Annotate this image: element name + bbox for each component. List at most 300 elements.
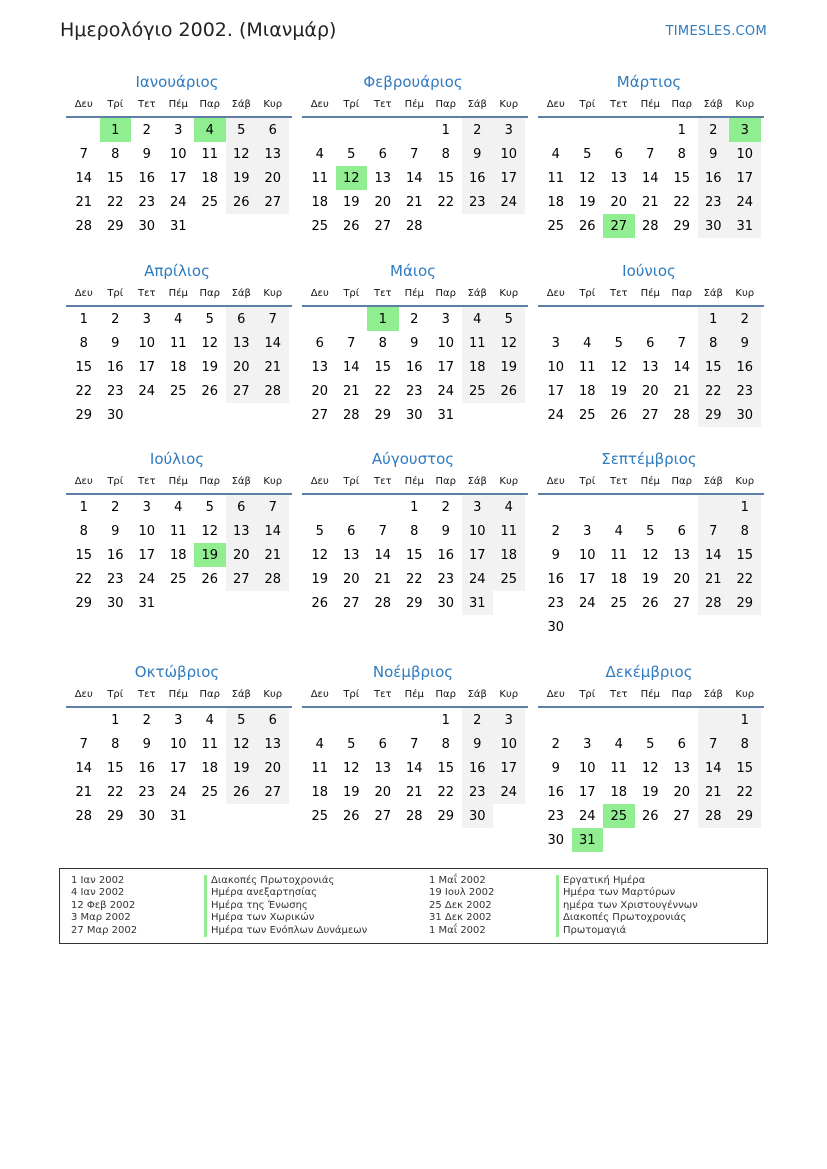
day: 14 — [641, 170, 659, 186]
day: 9 — [551, 760, 560, 776]
day: 10 — [138, 523, 156, 539]
day: 16 — [462, 166, 494, 190]
day: 6 — [378, 736, 387, 752]
day: 9 — [551, 547, 560, 563]
weekday-label: Παρ — [199, 688, 220, 700]
day: 1 — [410, 499, 419, 515]
day: 29 — [75, 407, 93, 423]
day: 24 — [437, 383, 455, 399]
weekday-label: Σάβ — [703, 475, 723, 487]
day: 9 — [462, 142, 494, 166]
day: 10 — [729, 142, 761, 166]
weekday-label: Κυρ — [263, 287, 283, 299]
day: 21 — [641, 194, 659, 210]
day: 15 — [437, 760, 455, 776]
empty-day — [540, 708, 572, 732]
day: 12 — [342, 760, 360, 776]
day: 22 — [698, 379, 730, 403]
holiday-date: 19 Ιουλ 2002 — [429, 887, 495, 899]
day: 6 — [315, 335, 324, 351]
day: 2 — [462, 708, 494, 732]
empty-day — [540, 118, 572, 142]
day: 4 — [614, 736, 623, 752]
day: 3 — [142, 499, 151, 515]
day: 7 — [410, 736, 419, 752]
day: 15 — [405, 547, 423, 563]
month-block — [540, 261, 760, 427]
day: 26 — [201, 571, 219, 587]
holiday-legend — [59, 868, 768, 944]
weekday-label: Δευ — [74, 98, 93, 110]
weekday-header — [538, 92, 764, 118]
day: 12 — [610, 359, 628, 375]
month-name: Μάρτιος — [616, 73, 682, 91]
day: 11 — [547, 170, 565, 186]
holiday-date: 27 Μαρ 2002 — [71, 924, 138, 936]
weekday-header — [302, 682, 528, 708]
weekday-label: Δευ — [74, 688, 93, 700]
day: 1 — [729, 495, 761, 519]
holiday-date: 1 Ιαν 2002 — [71, 875, 125, 886]
day: 27 — [257, 190, 289, 214]
empty-day — [304, 708, 336, 732]
day: 22 — [437, 194, 455, 210]
holiday-name: Διακοπές Πρωτοχρονιάς — [204, 875, 367, 887]
day: 17 — [547, 383, 565, 399]
weekday-label: Τετ — [373, 688, 392, 700]
day: 15 — [106, 170, 124, 186]
empty-day — [603, 118, 635, 142]
weekday-label: Τρί — [107, 98, 124, 110]
weekday-header — [302, 281, 528, 307]
day: 18 — [201, 760, 219, 776]
weekday-label: Κυρ — [499, 475, 519, 487]
legend-names-left — [204, 875, 367, 937]
weekday-label: Πέμ — [640, 287, 660, 299]
day: 20 — [311, 383, 329, 399]
day: 6 — [646, 335, 655, 351]
day: 28 — [342, 407, 360, 423]
day: 28 — [698, 591, 730, 615]
day: 1 — [698, 307, 730, 331]
weekday-label: Πέμ — [404, 475, 424, 487]
day: 29 — [673, 218, 691, 234]
month-block — [540, 72, 760, 238]
day: 7 — [257, 495, 289, 519]
day: 21 — [405, 784, 423, 800]
day: 20 — [610, 194, 628, 210]
day: 3 — [551, 335, 560, 351]
day: 14 — [257, 519, 289, 543]
day: 6 — [677, 523, 686, 539]
day: 15 — [437, 170, 455, 186]
day: 27 — [226, 567, 258, 591]
day: 16 — [698, 166, 730, 190]
day: 12 — [226, 142, 258, 166]
holiday-day: 19 — [194, 543, 226, 567]
day: 8 — [677, 146, 686, 162]
weekday-label: Πέμ — [168, 287, 188, 299]
day: 17 — [169, 170, 187, 186]
day: 13 — [226, 331, 258, 355]
day: 24 — [578, 808, 596, 824]
day: 13 — [311, 359, 329, 375]
site-link[interactable]: TIMESLES.COM — [665, 24, 767, 39]
day: 2 — [142, 712, 151, 728]
day-grid — [68, 307, 288, 427]
month-name: Ιανουάριος — [135, 73, 219, 91]
empty-day — [572, 708, 604, 732]
weekday-label: Παρ — [671, 287, 692, 299]
empty-day — [603, 307, 635, 331]
day: 29 — [729, 591, 761, 615]
weekday-label: Πέμ — [640, 475, 660, 487]
day: 4 — [174, 499, 183, 515]
weekday-label: Τετ — [609, 688, 628, 700]
day: 17 — [578, 784, 596, 800]
weekday-label: Σάβ — [703, 287, 723, 299]
day: 27 — [641, 407, 659, 423]
day: 10 — [462, 519, 494, 543]
day: 20 — [673, 784, 691, 800]
empty-day — [666, 708, 698, 732]
day: 22 — [405, 571, 423, 587]
day: 27 — [226, 379, 258, 403]
day-grid — [540, 495, 760, 639]
day: 7 — [347, 335, 356, 351]
empty-day — [540, 495, 572, 519]
day: 31 — [169, 218, 187, 234]
day: 25 — [201, 784, 219, 800]
day: 26 — [226, 780, 258, 804]
day: 21 — [257, 355, 289, 379]
day: 19 — [641, 784, 659, 800]
weekday-label: Κυρ — [263, 98, 283, 110]
holiday-date: 3 Μαρ 2002 — [71, 912, 131, 924]
day: 2 — [698, 118, 730, 142]
day: 10 — [578, 547, 596, 563]
day: 1 — [111, 712, 120, 728]
weekday-label: Πέμ — [168, 475, 188, 487]
weekday-label: Τρί — [579, 98, 596, 110]
day: 29 — [75, 595, 93, 611]
weekday-label: Τετ — [609, 287, 628, 299]
day: 12 — [226, 732, 258, 756]
day: 18 — [169, 547, 187, 563]
day: 26 — [578, 218, 596, 234]
day: 9 — [142, 736, 151, 752]
weekday-label: Κυρ — [735, 475, 755, 487]
day: 9 — [111, 335, 120, 351]
day: 17 — [169, 760, 187, 776]
day: 7 — [698, 732, 730, 756]
day: 5 — [315, 523, 324, 539]
empty-day — [698, 708, 730, 732]
day: 29 — [729, 804, 761, 828]
day: 15 — [729, 543, 761, 567]
day: 4 — [315, 736, 324, 752]
day: 31 — [169, 808, 187, 824]
day: 24 — [462, 567, 494, 591]
day: 26 — [493, 379, 525, 403]
day: 16 — [437, 547, 455, 563]
day: 30 — [138, 808, 156, 824]
empty-day — [68, 708, 100, 732]
day: 5 — [614, 335, 623, 351]
day: 28 — [698, 804, 730, 828]
day: 24 — [729, 190, 761, 214]
empty-day — [572, 495, 604, 519]
day: 26 — [342, 218, 360, 234]
day: 23 — [462, 190, 494, 214]
day: 8 — [79, 523, 88, 539]
day: 14 — [673, 359, 691, 375]
month-block — [68, 662, 288, 828]
day: 8 — [378, 335, 387, 351]
day: 19 — [493, 355, 525, 379]
day: 15 — [374, 359, 392, 375]
day: 7 — [257, 307, 289, 331]
weekday-label: Σάβ — [467, 287, 487, 299]
day: 8 — [441, 146, 450, 162]
day: 5 — [646, 523, 655, 539]
day: 2 — [410, 311, 419, 327]
weekday-label: Τρί — [343, 688, 360, 700]
day: 3 — [583, 523, 592, 539]
day: 20 — [673, 571, 691, 587]
weekday-label: Τρί — [579, 287, 596, 299]
month-block — [304, 72, 524, 238]
empty-day — [304, 118, 336, 142]
day: 27 — [311, 407, 329, 423]
day: 22 — [106, 194, 124, 210]
day: 17 — [138, 547, 156, 563]
day: 1 — [729, 708, 761, 732]
day: 26 — [641, 808, 659, 824]
weekday-header — [302, 469, 528, 495]
day: 10 — [138, 335, 156, 351]
day: 9 — [698, 142, 730, 166]
weekday-label: Τετ — [373, 475, 392, 487]
day: 21 — [698, 567, 730, 591]
day: 11 — [578, 359, 596, 375]
weekday-label: Σάβ — [703, 98, 723, 110]
weekday-label: Πέμ — [640, 98, 660, 110]
weekday-label: Σάβ — [703, 688, 723, 700]
day: 17 — [729, 166, 761, 190]
day: 10 — [437, 335, 455, 351]
day: 5 — [226, 708, 258, 732]
day: 4 — [205, 712, 214, 728]
weekday-label: Παρ — [199, 475, 220, 487]
weekday-label: Τετ — [137, 688, 156, 700]
day: 8 — [729, 519, 761, 543]
day: 4 — [614, 523, 623, 539]
day: 12 — [201, 335, 219, 351]
day: 23 — [547, 595, 565, 611]
weekday-label: Παρ — [435, 688, 456, 700]
weekday-label: Κυρ — [735, 688, 755, 700]
day: 3 — [142, 311, 151, 327]
day: 6 — [347, 523, 356, 539]
day: 30 — [698, 214, 730, 238]
weekday-label: Σάβ — [231, 475, 251, 487]
weekday-label: Πέμ — [640, 688, 660, 700]
day: 4 — [462, 307, 494, 331]
weekday-label: Τετ — [373, 98, 392, 110]
weekday-label: Τετ — [137, 98, 156, 110]
weekday-label: Δευ — [310, 98, 329, 110]
weekday-header — [66, 682, 292, 708]
day: 13 — [226, 519, 258, 543]
day: 14 — [75, 760, 93, 776]
weekday-label: Δευ — [546, 287, 565, 299]
day: 26 — [610, 407, 628, 423]
day: 16 — [138, 170, 156, 186]
day: 6 — [677, 736, 686, 752]
day: 24 — [493, 780, 525, 804]
day: 12 — [641, 547, 659, 563]
day: 19 — [610, 383, 628, 399]
day: 5 — [493, 307, 525, 331]
weekday-label: Δευ — [546, 475, 565, 487]
day: 28 — [75, 218, 93, 234]
day: 25 — [493, 567, 525, 591]
day-grid — [304, 307, 524, 427]
holiday-name: ημέρα των Χριστουγέννων — [556, 900, 698, 912]
weekday-header — [66, 469, 292, 495]
weekday-label: Τετ — [609, 98, 628, 110]
day: 7 — [646, 146, 655, 162]
day: 3 — [583, 736, 592, 752]
day: 4 — [315, 146, 324, 162]
day: 8 — [111, 146, 120, 162]
month-name: Φεβρουάριος — [363, 73, 463, 91]
holiday-date: 31 Δεκ 2002 — [429, 912, 492, 924]
weekday-label: Σάβ — [467, 475, 487, 487]
holiday-name: Ημέρα των Χωρικών — [204, 912, 367, 924]
day: 1 — [441, 712, 450, 728]
day: 15 — [75, 547, 93, 563]
day: 23 — [138, 784, 156, 800]
day: 29 — [106, 808, 124, 824]
day: 18 — [462, 355, 494, 379]
day: 6 — [614, 146, 623, 162]
weekday-label: Πέμ — [404, 287, 424, 299]
weekday-label: Τετ — [137, 475, 156, 487]
month-name: Ιούλιος — [149, 450, 205, 468]
weekday-label: Σάβ — [231, 98, 251, 110]
weekday-label: Τρί — [343, 475, 360, 487]
day: 9 — [142, 146, 151, 162]
day: 19 — [226, 756, 258, 780]
day: 5 — [226, 118, 258, 142]
day: 25 — [169, 571, 187, 587]
day: 18 — [169, 359, 187, 375]
day: 19 — [342, 194, 360, 210]
weekday-label: Τρί — [579, 688, 596, 700]
holiday-day: 27 — [603, 214, 635, 238]
month-block — [304, 662, 524, 828]
day: 14 — [698, 756, 730, 780]
weekday-label: Δευ — [310, 688, 329, 700]
day: 25 — [201, 194, 219, 210]
weekday-label: Κυρ — [263, 688, 283, 700]
empty-day — [666, 495, 698, 519]
day: 3 — [493, 118, 525, 142]
month-block — [68, 72, 288, 238]
day: 25 — [578, 407, 596, 423]
day: 24 — [138, 571, 156, 587]
day: 9 — [111, 523, 120, 539]
weekday-label: Τρί — [579, 475, 596, 487]
weekday-label: Σάβ — [231, 287, 251, 299]
weekday-label: Δευ — [310, 475, 329, 487]
weekday-label: Κυρ — [499, 287, 519, 299]
day: 11 — [610, 547, 628, 563]
day: 19 — [342, 784, 360, 800]
month-name: Ιούνιος — [622, 262, 676, 280]
day: 10 — [169, 736, 187, 752]
day: 3 — [174, 712, 183, 728]
empty-day — [635, 495, 667, 519]
weekday-header — [66, 92, 292, 118]
day: 6 — [257, 118, 289, 142]
empty-day — [572, 118, 604, 142]
day: 3 — [493, 708, 525, 732]
day: 27 — [374, 218, 392, 234]
day: 13 — [342, 547, 360, 563]
day: 22 — [437, 784, 455, 800]
holiday-name: Ημέρα ανεξαρτησίας — [204, 887, 367, 899]
day: 13 — [257, 732, 289, 756]
day: 6 — [226, 495, 258, 519]
day: 20 — [257, 166, 289, 190]
day: 18 — [311, 194, 329, 210]
day: 14 — [405, 170, 423, 186]
month-block — [304, 261, 524, 427]
weekday-label: Τρί — [343, 287, 360, 299]
day-grid — [540, 307, 760, 427]
day: 8 — [79, 335, 88, 351]
day: 7 — [79, 736, 88, 752]
day: 15 — [698, 355, 730, 379]
day: 11 — [201, 146, 219, 162]
day: 5 — [347, 146, 356, 162]
day: 12 — [641, 760, 659, 776]
day: 25 — [610, 595, 628, 611]
day: 21 — [374, 571, 392, 587]
empty-day — [367, 495, 399, 519]
empty-day — [399, 708, 431, 732]
weekday-label: Τρί — [343, 98, 360, 110]
day: 9 — [729, 331, 761, 355]
month-name: Αύγουστος — [371, 450, 455, 468]
day: 11 — [610, 760, 628, 776]
weekday-header — [302, 92, 528, 118]
day: 14 — [405, 760, 423, 776]
day: 20 — [342, 571, 360, 587]
empty-day — [336, 708, 368, 732]
month-name: Απρίλιος — [144, 262, 210, 280]
day: 8 — [111, 736, 120, 752]
holiday-date: 12 Φεβ 2002 — [71, 899, 136, 911]
day: 25 — [462, 379, 494, 403]
day: 12 — [578, 170, 596, 186]
empty-day — [572, 307, 604, 331]
day: 2 — [551, 736, 560, 752]
month-block — [540, 662, 760, 852]
